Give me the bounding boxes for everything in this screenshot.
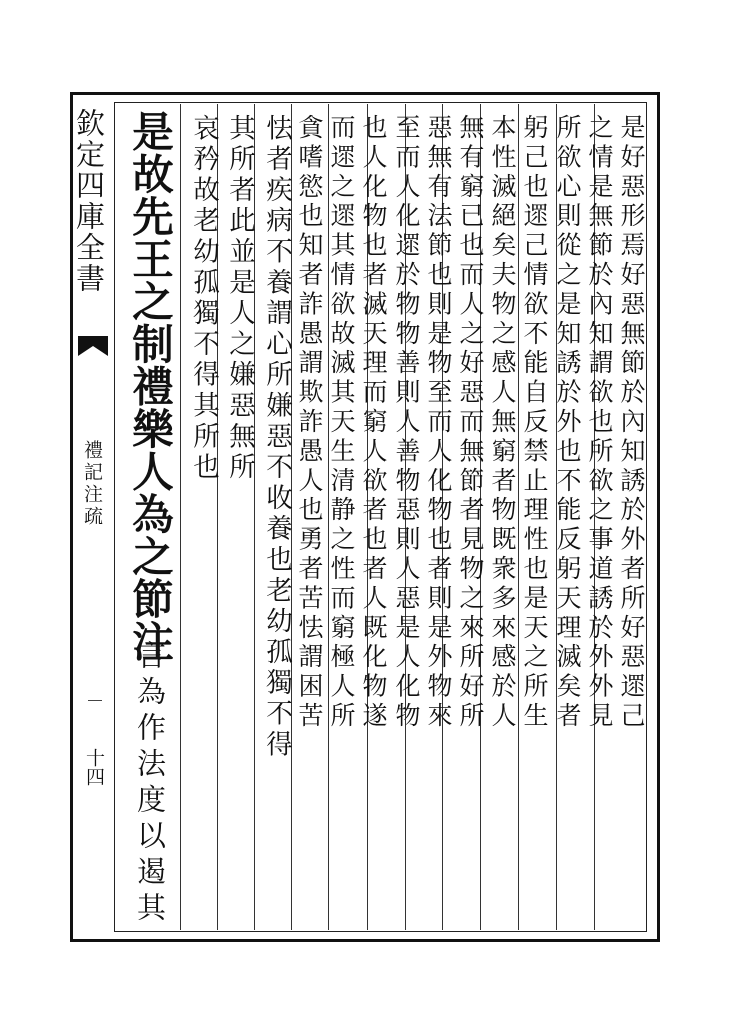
commentary-column: 是好惡形焉好惡無節於內知誘於外者所好惡遝己 — [617, 114, 646, 732]
commentary-column: 之情是無節於內知謂欲也所欲之事道誘於外外見 — [585, 114, 614, 732]
margin-mark — [88, 700, 102, 703]
commentary-column: 其所者此並是人之嫌惡無所 — [224, 114, 255, 484]
commentary-column: 至而人化遝於物物善則人善物惡則人惡是人化物 — [392, 114, 421, 732]
commentary-column: 也人化物也者滅天理而窮人欲者也者人既化物遂 — [359, 114, 388, 732]
commentary-column: 躬己也遝己情欲不能自反禁止理性也是天之所生 — [520, 114, 549, 732]
commentary-column: 惡無有法節也則是物至而人化物也者則是外物來 — [424, 114, 453, 732]
commentary-column: 而遝之遝其情欲故滅其天生清静之性而窮極人所 — [327, 114, 356, 732]
margin-book-title: 欽定四庫全書 — [72, 108, 106, 294]
fishtail-mark-icon — [76, 334, 110, 364]
column-rule — [180, 104, 181, 930]
commentary-column: 哀矜故老幼孤獨不得其所也 — [188, 114, 219, 484]
commentary-column: 怯者疾病不養謂心所嫌惡不收養也老幼孤獨不得 — [261, 114, 292, 761]
commentary-column: 所欲心則從之是知誘於外也不能反躬天理滅矣者 — [553, 114, 582, 732]
commentary-continuation: 言為作法度以遏其 — [133, 640, 167, 928]
margin-subtitle: 禮記注疏 — [81, 440, 103, 528]
commentary-column: 無有窮已也而人之好惡而無節者見物之來所好所 — [456, 114, 485, 732]
commentary-column: 貪嗜慾也知者詐愚謂欺詐愚人也勇者苦怯謂困苦 — [295, 114, 324, 732]
main-text-column: 是故先王之制禮樂人為之節注 — [125, 110, 174, 663]
commentary-column: 本性滅絕矣夫物之感人無窮者物既衆多來感於人 — [488, 114, 517, 732]
margin-page-number: 十四 — [83, 748, 105, 786]
